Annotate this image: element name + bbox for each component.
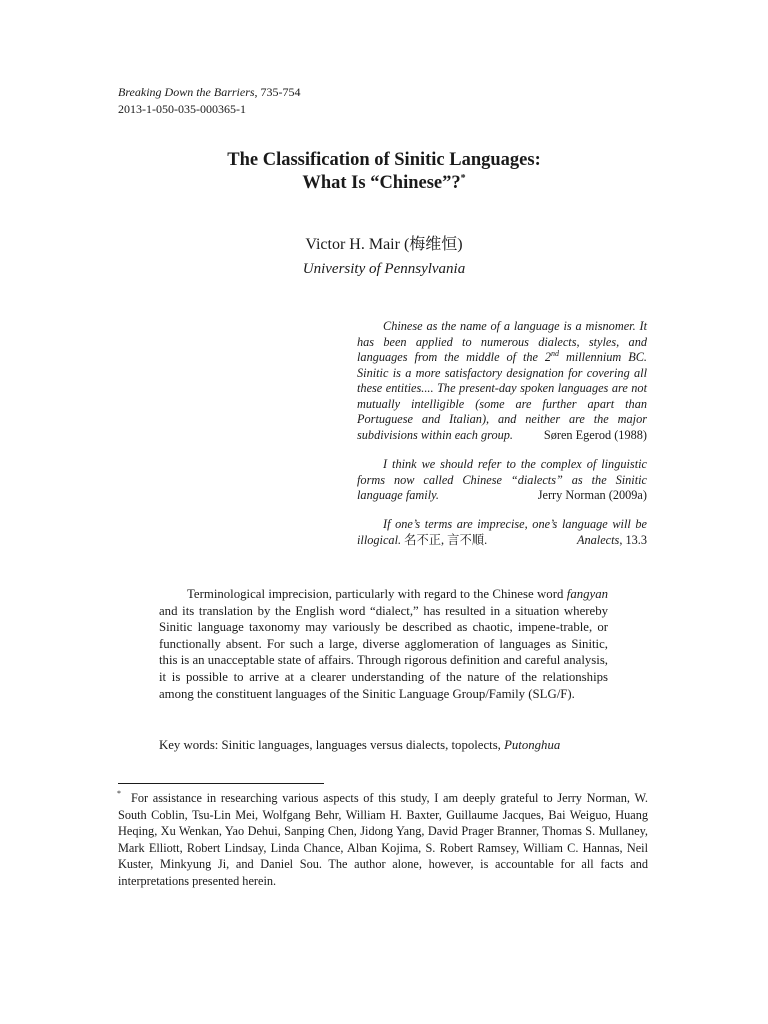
epigraph-3-ref: , 13.3 [619, 532, 647, 547]
running-header [118, 84, 301, 118]
epigraph-3 [357, 517, 647, 548]
epigraph-3-text: If one’s terms are imprecise, one’s language will be illogical. [357, 517, 647, 547]
epigraph-1-text-b: millennium BC. Sinitic is a more satisfactory designation for covering all these entities.... The present-day spoken languages are not mutually intelligible (some are further apart than Portuguese and Italian), and neither are the major subdivisions within each group. [357, 350, 647, 442]
epigraph-2-attribution: Jerry Norman (2009a) [537, 488, 647, 502]
isbn-line: 2013-1-050-035-000365-1 [118, 102, 246, 116]
title-line-1: The Classification of Sinitic Languages: [227, 150, 541, 170]
epigraph-1-sup: nd [551, 348, 560, 358]
author-name: Victor H. Mair (梅维恒) [305, 236, 463, 253]
epigraph-2-text: I think we should refer to the complex of linguistic forms now called Chinese “dialects” as the Sinitic language family. [357, 457, 647, 502]
footnote-rule [118, 783, 324, 784]
author-affiliation: University of Pennsylvania [302, 261, 466, 277]
keywords-text: Key words: Sinitic languages, languages versus dialects, topolects, [159, 738, 505, 752]
footnote-text: For assistance in researching various aspects of this study, I am deeply grateful to Jerry Norman, W. South Coblin, Tsu-Lin Mei, Wolfgang Behr, William H. Baxter, Guillaume Jacques, Bai Weiguo, Huang Heqing, Xu Wenkan, Yao Dehui, Sanping Chen, Jidong Yang, David Prager Branner, Thomas S. Mullaney, Mark Elliott, Robert Lindsay, Linda Chance, Alban Kojima, S. Robert Ramsey, William C. Hannas, Neil Kuster, Minkyung Ji, and Daniel Sou. The author alone, however, is accountable for all facts and interpretations presented herein. [118, 791, 648, 888]
epigraph-2 [357, 457, 647, 504]
source-title: Breaking Down the Barriers [118, 85, 255, 99]
abstract-term-fangyan: fangyan [566, 587, 608, 601]
epigraph-3-cjk: 名不正, 言不順. [404, 532, 488, 547]
abstract-part-1: Terminological imprecision, particularly with regard to the Chinese word [187, 587, 567, 601]
footnote [118, 790, 648, 890]
source-pages: , 735-754 [254, 85, 301, 99]
keywords-term: Putonghua [504, 738, 561, 752]
footnote-mark: * [117, 789, 121, 798]
source-line [118, 84, 301, 101]
epigraph-3-attribution [577, 533, 647, 549]
epigraph-1-attribution: Søren Egerod (1988) [543, 427, 647, 442]
epigraph-1 [357, 319, 647, 443]
title-line-2-text: What Is “Chinese”? [302, 173, 461, 193]
title-line-2 [0, 172, 768, 195]
abstract [159, 586, 608, 702]
paper-title [0, 149, 768, 195]
title-footnote-mark: * [460, 172, 466, 184]
epigraph-3-work: Analects [576, 532, 620, 547]
abstract-part-2: and its translation by the English word “dialect,” has resulted in a situation whereby Sinitic language taxonomy may variously be described as chaotic, impene-trable, or functionally absent. For such a large, diverse agglomeration of languages as Sinitic, this is an unacceptable state of affairs. Through rigorous definition and careful analysis, it is possible to arrive at a clearer understanding of the nature of the relationships among the constituent languages of the Sinitic Language Group/Family (SLG/F). [159, 603, 608, 701]
keywords [159, 737, 619, 754]
epigraph-1-text-a: Chinese as the name of a language is a misnomer. It has been applied to numerous dialects, styles, and languages from the middle of the 2 [357, 319, 647, 364]
